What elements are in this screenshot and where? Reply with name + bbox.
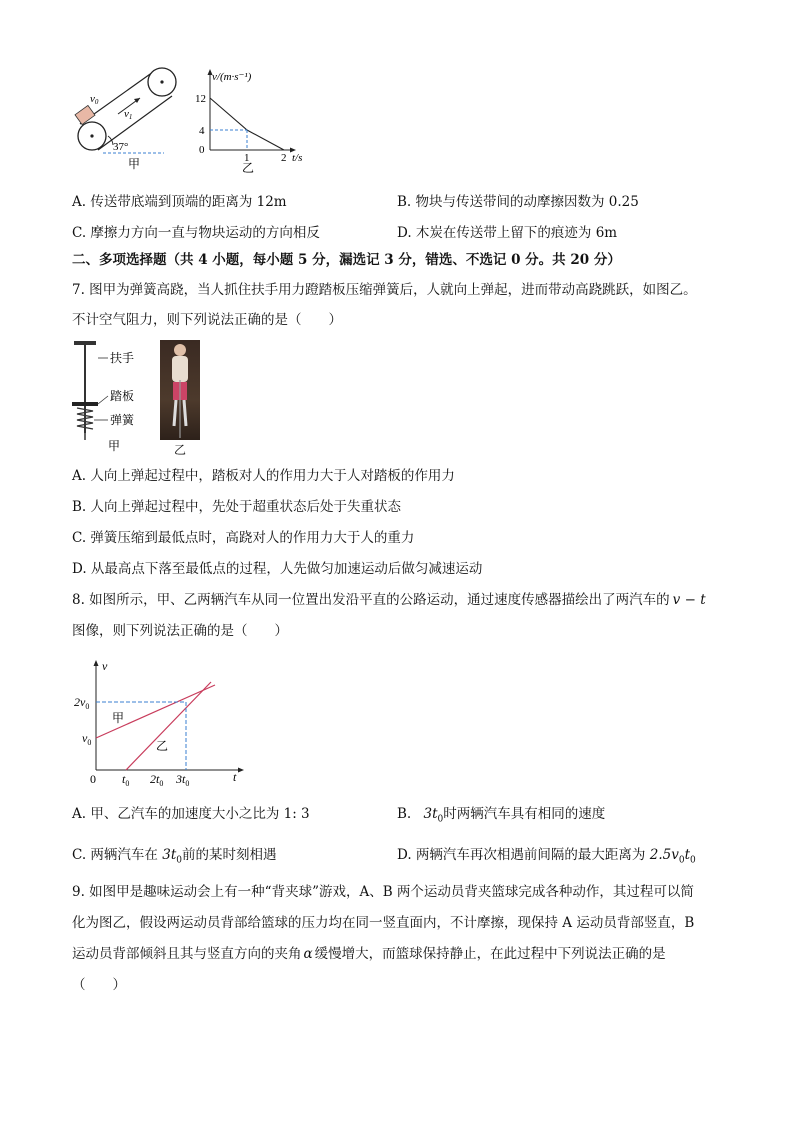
option-d-math: $2.5v_0t_0$ (649, 847, 696, 866)
q8-stem-line2: 图像，则下列说法正确的是（ ） (72, 623, 288, 639)
q6-option-c[interactable]: C. 摩擦力方向一直与物块运动的方向相反 (72, 225, 320, 241)
belt-v1-label: v1 (124, 108, 133, 121)
graph-3t0-label: $3t_0$ (176, 772, 190, 787)
graph-t-label: t (233, 770, 237, 784)
pogo-stick-diagram (68, 338, 148, 456)
q8-option-d[interactable] (397, 845, 696, 871)
option-b-text: 时两辆汽车具有相同的速度 (443, 806, 606, 822)
graph-y-unit: v/(m·s⁻¹) (212, 71, 252, 83)
q7-stem-line1: 7. 图甲为弹簧高跷，当人抓住扶手用力蹬踏板压缩弹簧后，人就向上弹起，进而带动高跷跳跃，如图乙。 (72, 282, 697, 298)
conveyor-belt-figure (68, 64, 188, 174)
q9-stem-line2: 化为图乙，假设两运动员背部给篮球的压力均在同一竖直面内，不计摩擦，现保持 A 运动员背部竖直，B (72, 915, 695, 931)
q9-line3-rest: 缓慢增大，而篮球保持静止，在此过程中下列说法正确的是 (314, 946, 666, 962)
option-c-math: $3t_0$ (162, 847, 182, 866)
graph-2t0-label: $2t_0$ (150, 772, 164, 787)
graph-yi-label: 乙 (156, 739, 169, 753)
q8-vt-graph (70, 652, 250, 787)
graph-v-label: v (102, 659, 108, 673)
q9-stem-line4: （ ） (72, 977, 126, 993)
graph-x-2: 2 (281, 152, 287, 164)
graph-x-unit: t/s (292, 152, 303, 164)
graph-2v0-label: $2v_0$ (74, 695, 90, 711)
option-b-prefix: B. (397, 806, 412, 822)
q7-option-b[interactable]: B. 人向上弹起过程中，先处于超重状态后处于失重状态 (72, 499, 402, 515)
graph-jia-label: 甲 (112, 711, 125, 725)
graph-v0-label: $v_0$ (82, 731, 92, 747)
graph-origin: 0 (199, 144, 205, 156)
fig-label-yi: 乙 (242, 161, 255, 174)
belt-v0-label: v0 (90, 93, 99, 106)
q8-stem-line1 (72, 590, 706, 610)
option-c-prefix: C. 两辆汽车在 (72, 847, 158, 863)
fig-label-yi: 乙 (174, 443, 187, 457)
q7-option-c[interactable]: C. 弹簧压缩到最低点时，高跷对人的作用力大于人的重力 (72, 530, 415, 546)
label-pedal: 踏板 (110, 389, 135, 403)
fig-label-jia: 甲 (128, 157, 141, 171)
graph-x-1: 1 (244, 152, 250, 164)
q9-stem-line1: 9. 如图甲是趣味运动会上有一种“背夹球”游戏，A、B 两个运动员背夹篮球完成各种动作，其过程可以简 (72, 884, 694, 900)
q8-vt-math: v − t (672, 592, 706, 608)
option-b-math: $3t_0$ (423, 806, 444, 825)
graph-y-4: 4 (199, 125, 205, 137)
q7-option-d[interactable]: D. 从最高点下落至最低点的过程，人先做匀加速运动后做匀减速运动 (72, 561, 483, 577)
q8-option-b[interactable] (397, 804, 605, 830)
graph-origin: 0 (90, 772, 96, 786)
label-spring: 弹簧 (110, 413, 135, 427)
option-c-text: 前的某时刻相遇 (181, 847, 277, 863)
q6-vt-graph (192, 64, 317, 174)
q9-alpha: α (303, 946, 313, 962)
graph-t0-label: $t_0$ (122, 772, 130, 787)
q8-stem-text: 8. 如图所示，甲、乙两辆汽车从同一位置出发沿平直的公路运动，通过速度传感器描绘出了两汽车的 (72, 592, 670, 608)
graph-y-12: 12 (195, 93, 206, 105)
q9-stem-line3 (72, 944, 666, 964)
q6-option-b[interactable]: B. 物块与传送带间的动摩擦因数为 0.25 (397, 194, 639, 210)
q8-option-c[interactable] (72, 845, 276, 871)
q9-line3-text: 运动员背部倾斜且其与竖直方向的夹角 (72, 946, 302, 962)
belt-angle-label: 37° (113, 141, 129, 153)
fig-label-jia: 甲 (108, 439, 121, 453)
q8-option-a[interactable]: A. 甲、乙汽车的加速度大小之比为 1: 3 (72, 806, 310, 822)
q6-option-d[interactable]: D. 木炭在传送带上留下的痕迹为 6m (397, 225, 618, 241)
option-d-text: D. 两辆汽车再次相遇前间隔的最大距离为 (397, 847, 646, 863)
label-handle: 扶手 (110, 351, 135, 365)
q6-option-a[interactable]: A. 传送带底端到顶端的距离为 12m (72, 194, 287, 210)
section2-heading: 二、多项选择题（共 4 小题，每小题 5 分，漏选记 3 分，错选、不选记 0 分。共 20 分） (72, 252, 621, 268)
pogo-photo (160, 340, 200, 440)
q7-stem-line2: 不计空气阻力，则下列说法正确的是（ ） (72, 312, 342, 328)
q7-option-a[interactable]: A. 人向上弹起过程中，踏板对人的作用力大于人对踏板的作用力 (72, 468, 455, 484)
